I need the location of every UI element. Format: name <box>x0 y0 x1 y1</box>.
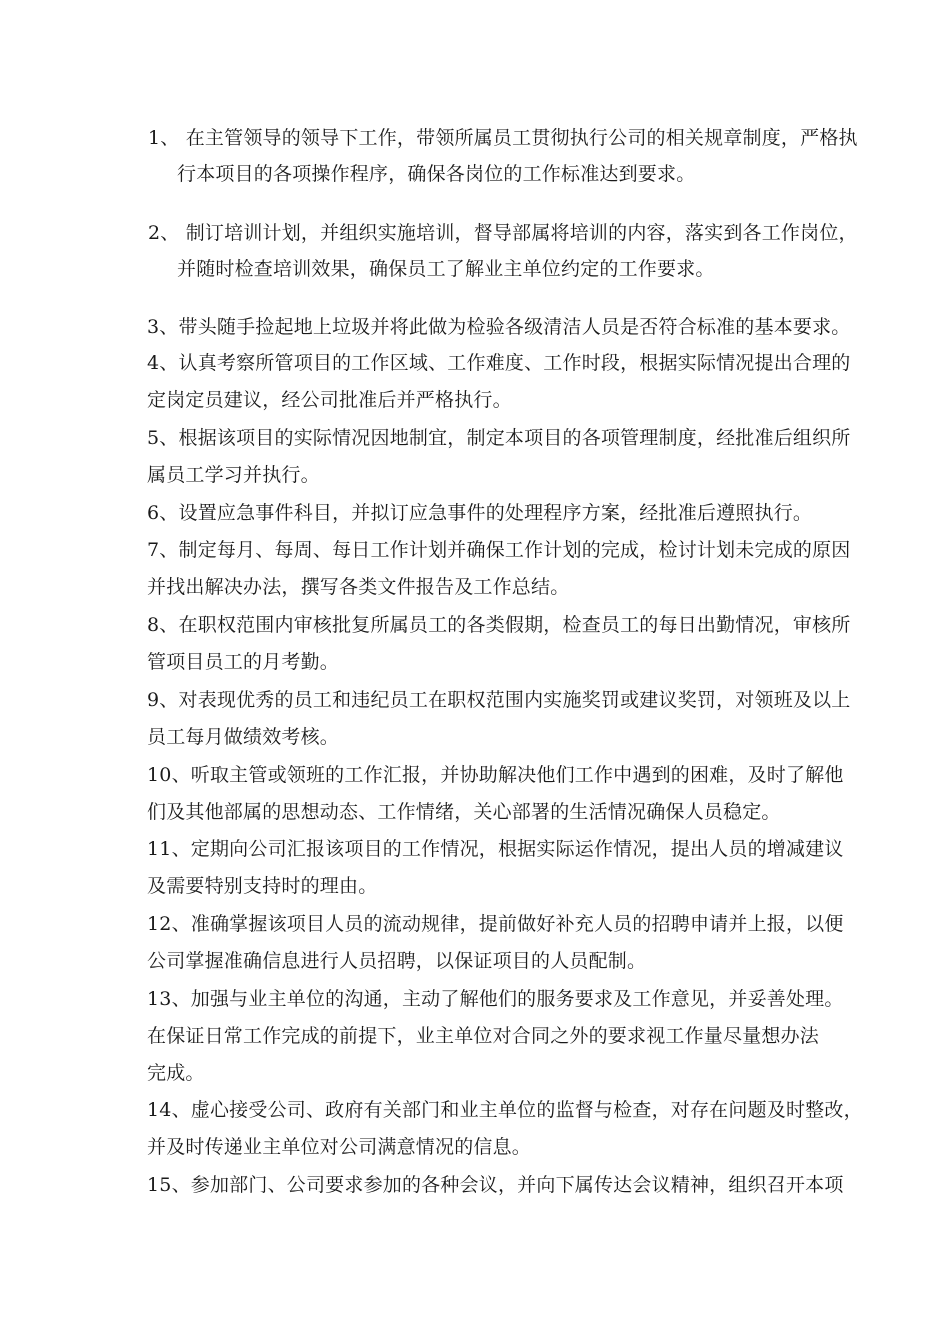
item-11-line-1: 11、定期向公司汇报该项目的工作情况，根据实际运作情况，提出人员的增减建议 <box>147 838 844 860</box>
item-3-line-1: 3、带头随手捡起地上垃圾并将此做为检验各级清洁人员是否符合标准的基本要求。 <box>147 316 851 338</box>
item-4-line-2: 定岗定员建议，经公司批准后并严格执行。 <box>147 389 512 411</box>
item-10-line-2: 们及其他部属的思想动态、工作情绪，关心部署的生活情况确保人员稳定。 <box>147 801 781 823</box>
item-12-line-2: 公司掌握准确信息进行人员招聘，以保证项目的人员配制。 <box>147 950 647 972</box>
item-13-line-2: 在保证日常工作完成的前提下，业主单位对合同之外的要求视工作量尽量想办法 <box>147 1025 820 1047</box>
item-9-line-1: 9、对表现优秀的员工和违纪员工在职权范围内实施奖罚或建议奖罚，对领班及以上 <box>147 689 851 711</box>
item-7-line-1: 7、制定每月、每周、每日工作计划并确保工作计划的完成，检讨计划未完成的原因 <box>147 539 851 561</box>
item-8-line-1: 8、在职权范围内审核批复所属员工的各类假期，检查员工的每日出勤情况，审核所 <box>147 614 851 636</box>
item-15-line-1: 15、参加部门、公司要求参加的各种会议，并向下属传达会议精神，组织召开本项 <box>147 1174 844 1196</box>
item-8-line-2: 管项目员工的月考勤。 <box>147 651 340 673</box>
item-6-line-1: 6、设置应急事件科目，并拟订应急事件的处理程序方案，经批准后遵照执行。 <box>147 502 813 524</box>
item-2-line-2: 并随时检查培训效果，确保员工了解业主单位约定的工作要求。 <box>177 258 715 280</box>
item-7-line-2: 并找出解决办法，撰写各类文件报告及工作总结。 <box>147 576 570 598</box>
item-4-line-1: 4、认真考察所管项目的工作区域、工作难度、工作时段，根据实际情况提出合理的 <box>147 352 851 374</box>
item-13-line-3: 完成。 <box>147 1062 205 1084</box>
item-14-line-1: 14、虚心接受公司、政府有关部门和业主单位的监督与检查，对存在问题及时整改， <box>147 1099 863 1121</box>
item-5-line-2: 属员工学习并执行。 <box>147 464 320 486</box>
item-13-line-1: 13、加强与业主单位的沟通，主动了解他们的服务要求及工作意见，并妥善处理。 <box>147 988 844 1010</box>
item-2-line-1: 2、 制订培训计划，并组织实施培训，督导部属将培训的内容，落实到各工作岗位， <box>148 222 858 244</box>
item-9-line-2: 员工每月做绩效考核。 <box>147 726 340 748</box>
item-11-line-2: 及需要特别支持时的理由。 <box>147 875 378 897</box>
item-12-line-1: 12、准确掌握该项目人员的流动规律，提前做好补充人员的招聘申请并上报，以便 <box>147 913 844 935</box>
item-1-line-2: 行本项目的各项操作程序，确保各岗位的工作标准达到要求。 <box>177 163 696 185</box>
item-5-line-1: 5、根据该项目的实际情况因地制宜，制定本项目的各项管理制度，经批准后组织所 <box>147 427 851 449</box>
item-14-line-2: 并及时传递业主单位对公司满意情况的信息。 <box>147 1136 532 1158</box>
item-1-line-1: 1、 在主管领导的领导下工作，带领所属员工贯彻执行公司的相关规章制度，严格执 <box>148 127 858 149</box>
item-10-line-1: 10、听取主管或领班的工作汇报，并协助解决他们工作中遇到的困难，及时了解他 <box>147 764 844 786</box>
